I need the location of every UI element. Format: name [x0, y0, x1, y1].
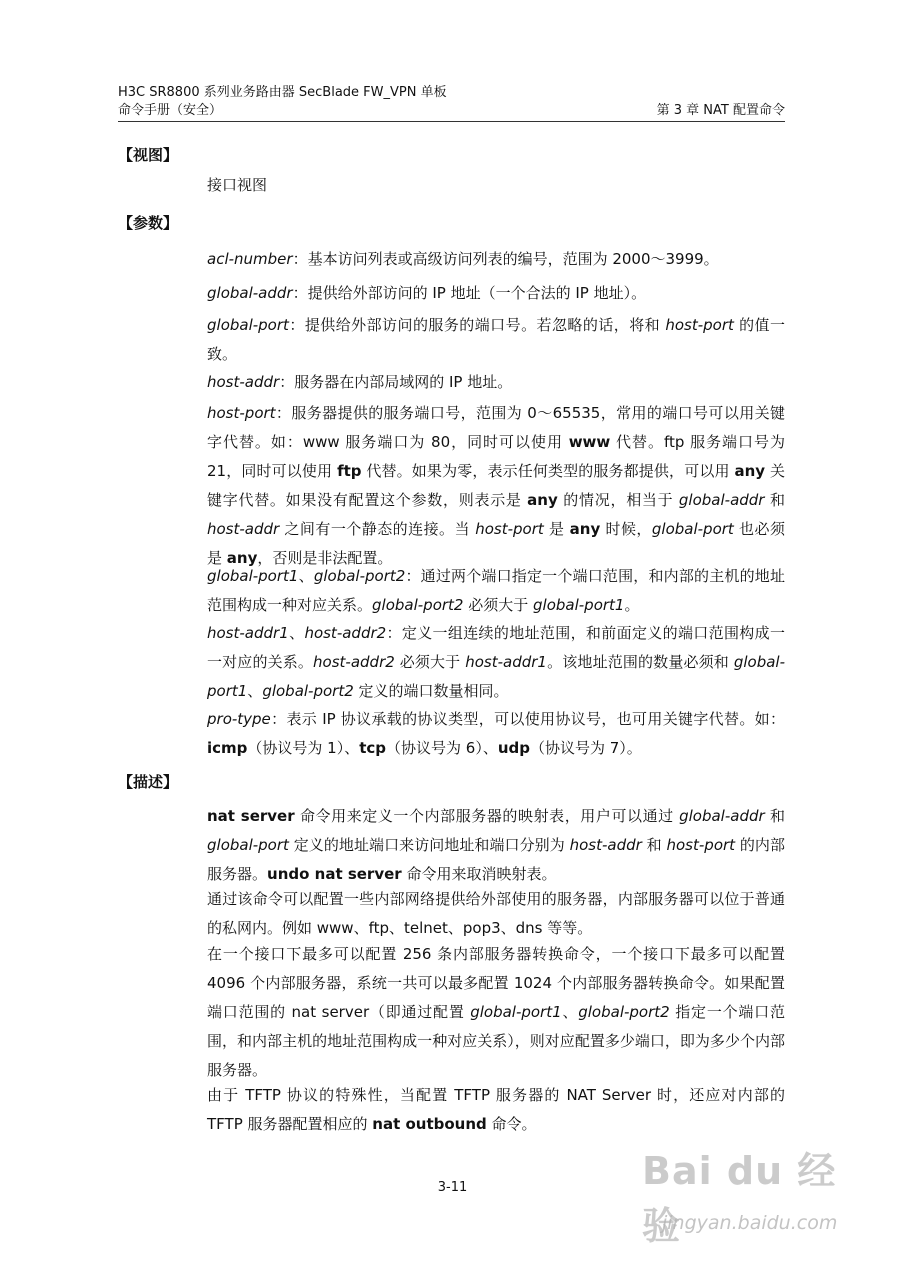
section-title-desc: 【描述】: [118, 773, 179, 791]
desc-paragraph-4: 由于 TFTP 协议的特殊性，当配置 TFTP 服务器的 NAT Server 时，还应对内部的 TFTP 服务器配置相应的 nat outbound 命令。: [207, 1086, 785, 1133]
param-host-addr: host-addr：服务器在内部局域网的 IP 地址。: [207, 373, 513, 391]
param-pro-type: pro-type：表示 IP 协议承载的协议类型，可以使用协议号，也可用关键字代替。如：icmp（协议号为 1）、tcp（协议号为 6）、udp（协议号为 7）。: [207, 710, 785, 757]
desc-paragraph-1: nat server 命令用来定义一个内部服务器的映射表，用户可以通过 global-addr 和 global-port 定义的地址端口来访问地址和端口分别为 host-addr 和 host-port 的内部服务器。undo nat server 命令用来取消映射表。: [207, 807, 785, 883]
watermark-url: jingyan.baidu.com: [662, 1212, 838, 1234]
header-divider: [118, 121, 785, 122]
watermark-logo: Bai du 经验: [642, 1149, 837, 1248]
desc-paragraph-2: 通过该命令可以配置一些内部网络提供给外部使用的服务器，内部服务器可以位于普通的私网内。例如 www、ftp、telnet、pop3、dns 等等。: [207, 890, 785, 937]
page-number: 3-11: [437, 1180, 468, 1195]
param-global-addr: global-addr：提供给外部访问的 IP 地址（一个合法的 IP 地址）。: [207, 284, 647, 302]
param-global-port1-port2: global-port1、global-port2：通过两个端口指定一个端口范围，和内部的主机的地址范围构成一种对应关系。global-port2 必须大于 global-port1。: [207, 567, 785, 614]
param-host-port: host-port：服务器提供的服务端口号，范围为 0～65535，常用的端口号可以用关键字代替。如：www 服务端口为 80，同时可以使用 www 代替。ftp 服务端口号为 21，同时可以使用 ftp 代替。如果为零，表示任何类型的服务都提供，可以用 any 关键字代替。如果没有配置这个参数，则表示是 any 的情况，相当于 global-addr 和 host-addr 之间有一个静态的连接。当 host-port 是 any 时候，global-port 也必须是 any，否则是非法配置。: [207, 404, 785, 567]
header-subtitle-row: [118, 102, 785, 119]
param-host-addr1-addr2: host-addr1、host-addr2：定义一组连续的地址范围，和前面定义的端口范围构成一一对应的关系。host-addr2 必须大于 host-addr1。该地址范围的数量必须和 global-port1、global-port2 定义的端口数量相同。: [207, 624, 785, 700]
section-title-params: 【参数】: [118, 214, 179, 232]
header-chapter: 第 3 章 NAT 配置命令: [656, 103, 785, 118]
header-manual-name: 命令手册（安全）: [118, 103, 223, 118]
section-title-view: 【视图】: [118, 146, 179, 164]
param-acl-number: acl-number：基本访问列表或高级访问列表的编号，范围为 2000～3999。: [207, 250, 719, 268]
param-global-port: global-port：提供给外部访问的服务的端口号。若忽略的话，将和 host-port 的值一致。: [207, 316, 785, 363]
desc-paragraph-3: 在一个接口下最多可以配置 256 条内部服务器转换命令，一个接口下最多可以配置 4096 个内部服务器，系统一共可以最多配置 1024 个内部服务器转换命令。如果配置端口范围的 nat server（即通过配置 global-port1、global-port2 指定一个端口范围，和内部主机的地址范围构成一种对应关系），则对应配置多少端口，即为多少个内部服务器。: [207, 945, 785, 1079]
baidu-jingyan-watermark: [642, 1140, 872, 1260]
header-title: H3C SR8800 系列业务路由器 SecBlade FW_VPN 单板: [118, 85, 447, 100]
view-text: 接口视图: [207, 176, 268, 194]
